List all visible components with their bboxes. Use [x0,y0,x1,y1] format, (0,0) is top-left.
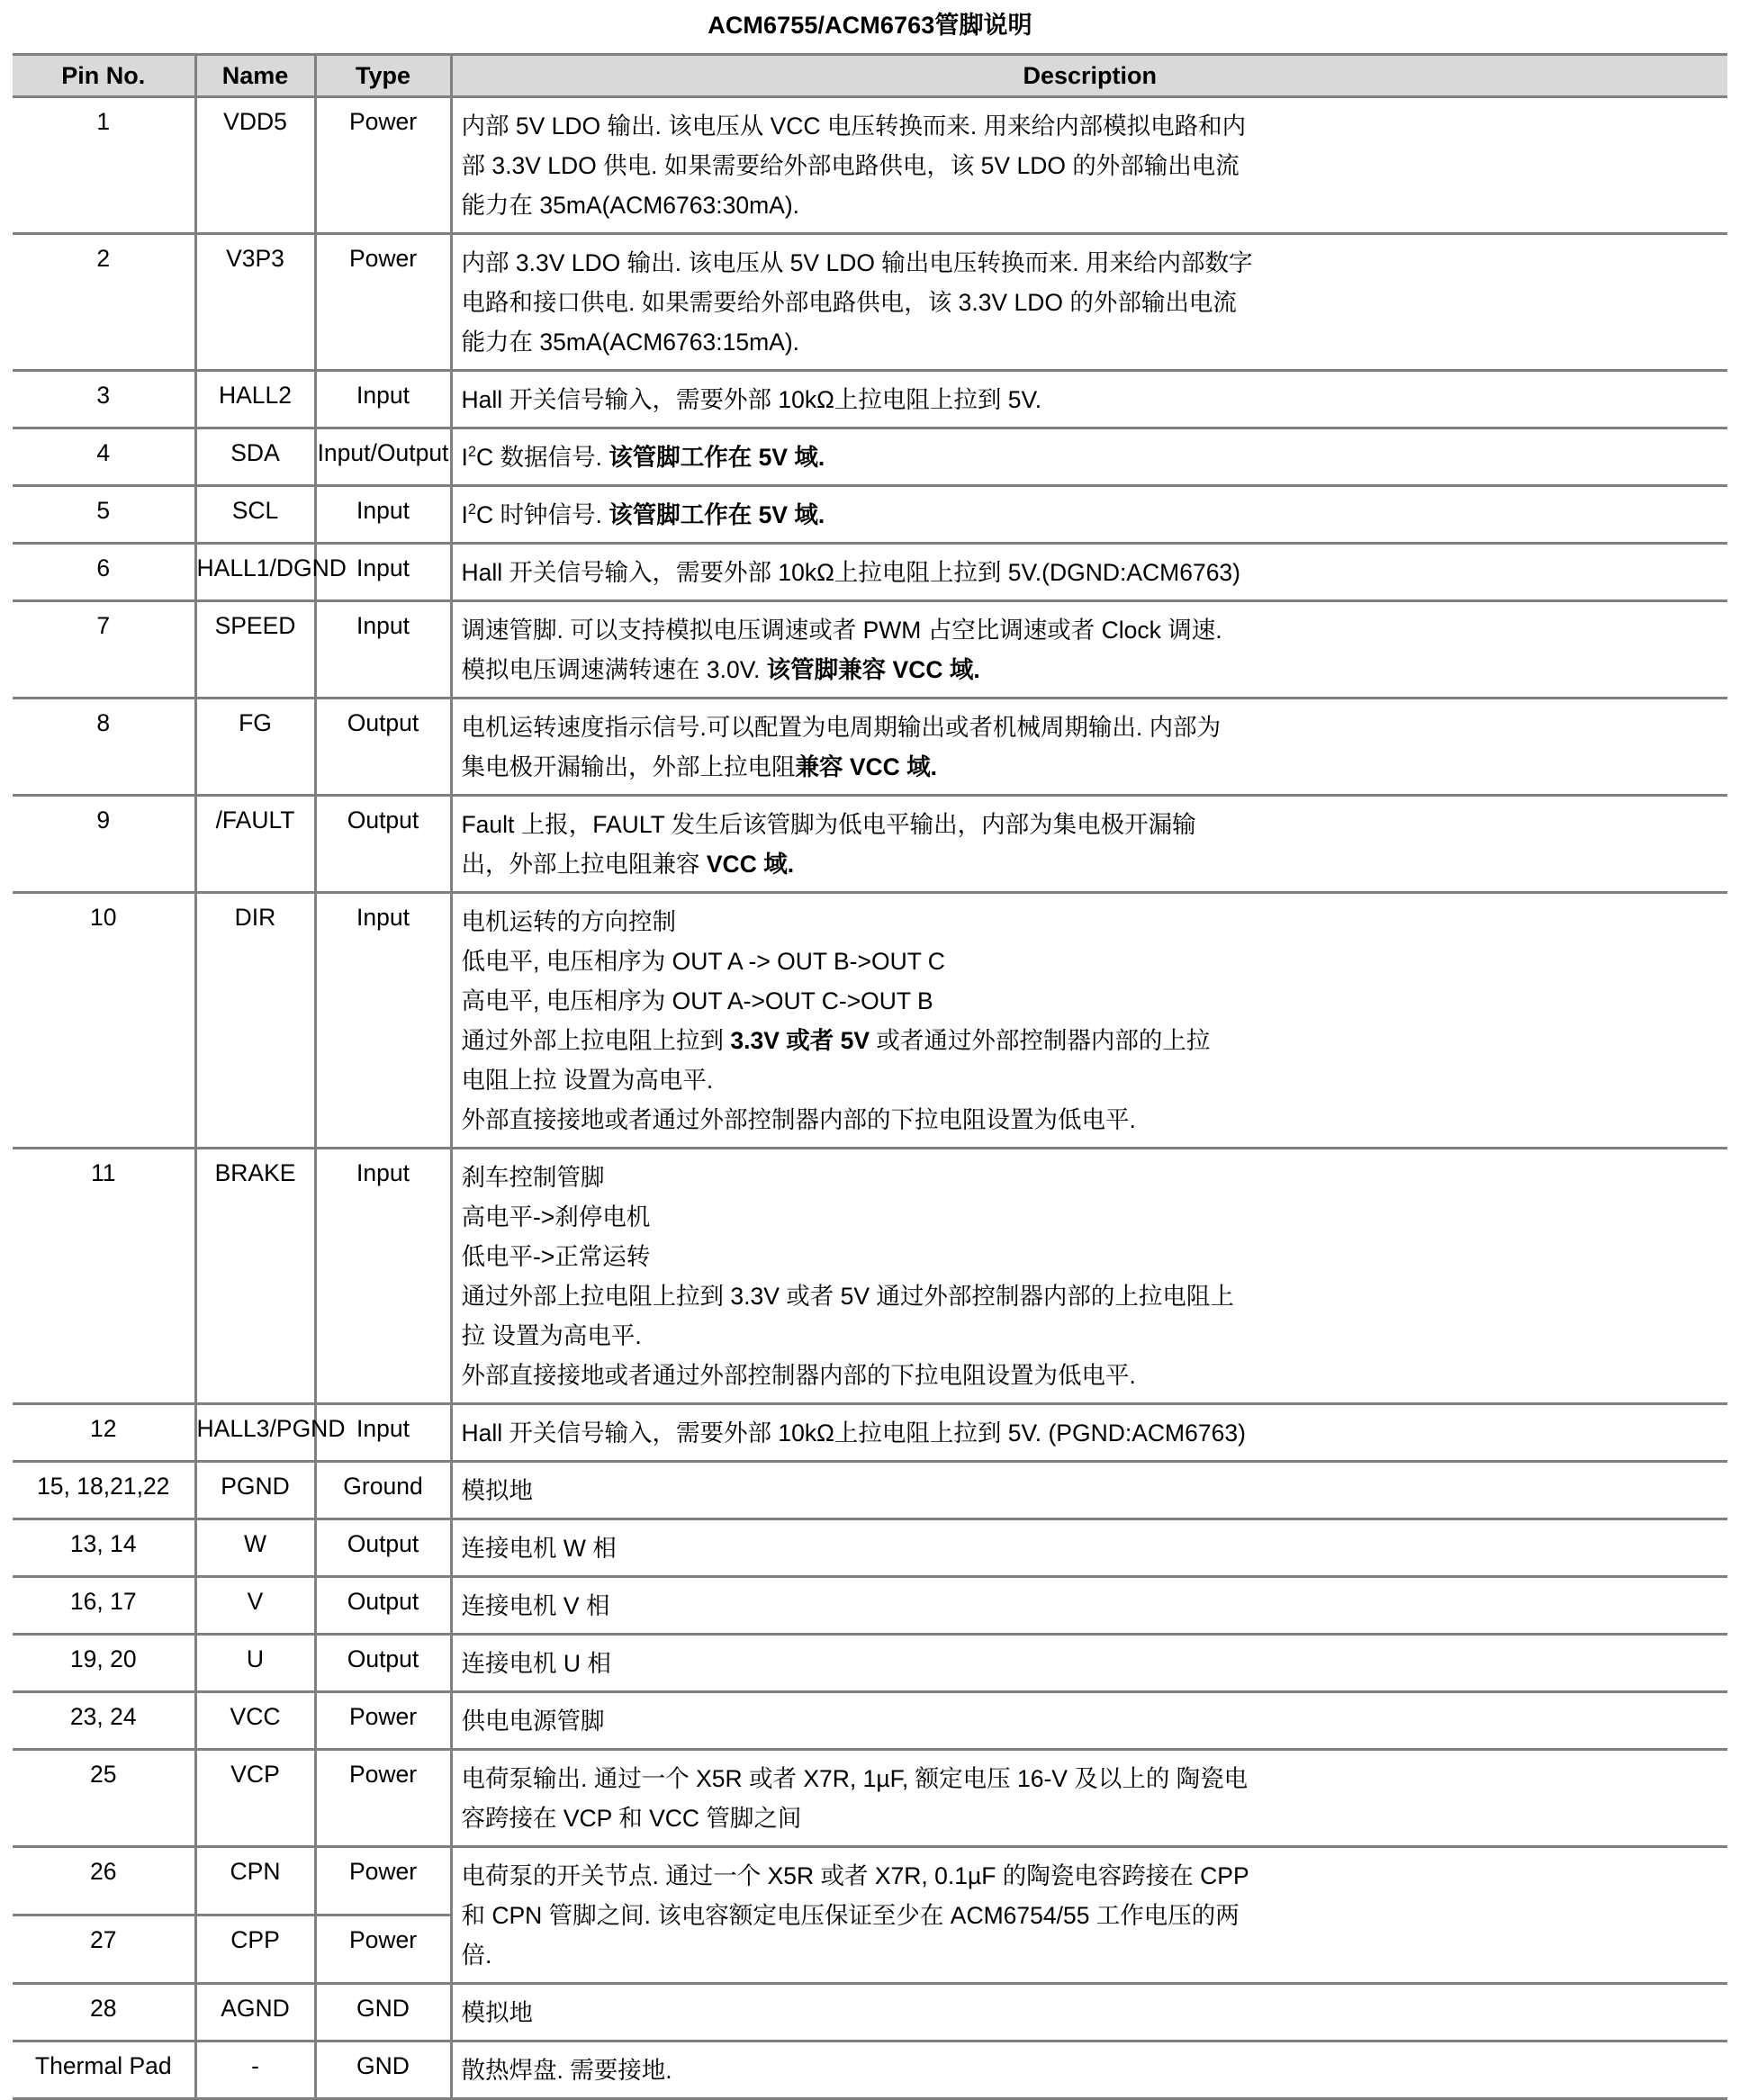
cell-type-text: Input [356,554,410,581]
cell-type [315,2041,451,2099]
cell-type [315,1984,451,2041]
cell-name-text: V3P3 [226,245,284,272]
plain-text: 电荷泵输出. 通过一个 X5R 或者 X7R, 1µF, 额定电压 16-V 及以上的 陶瓷电 [461,1765,1249,1792]
table-row [13,601,1727,698]
emphasis-text: 该管脚工作在 5V 域. [609,501,825,528]
cell-pin-no-text: 5 [96,497,111,524]
cell-type-text: Power [348,108,418,135]
cell-type-text: GND [356,1995,410,2022]
description-text [453,1751,1728,1845]
plain-text: 部 3.3V LDO 供电. 如果需要给外部电路供电，该 5V LDO 的外部输出电流 [461,152,1240,179]
description-line [462,1237,1723,1276]
description-text [453,797,1728,891]
cell-pin-no [13,97,195,234]
cell-pin-no [13,796,195,893]
cell-name [195,97,315,234]
cell-name-text: HALL1/DGND [196,554,347,581]
cell-pin-no [13,234,195,371]
plain-text: 模拟地 [461,1477,533,1504]
plain-text: 和 CPN 管脚之间. 该电容额定电压保证至少在 ACM6754/55 工作电压的两 [461,1902,1240,1929]
description-line [462,1021,1723,1060]
cell-type [315,1635,451,1692]
cell-pin-no [13,1635,195,1692]
cell-type-text: Input [356,1415,410,1442]
description-text [453,235,1728,369]
cell-description [451,234,1727,371]
table-row [13,544,1727,601]
plain-text: 出，外部上拉电阻兼容 [461,851,707,878]
cell-name [195,1149,315,1404]
cell-pin-no [13,1915,195,1984]
cell-pin-no-text: 11 [90,1159,116,1186]
cell-description [451,1984,1727,2041]
cell-description [451,698,1727,796]
plain-text: 集电极开漏输出，外部上拉电阻 [461,753,796,780]
table-header-row [13,55,1727,97]
description-line [462,650,1723,689]
plain-text: 连接电机 V 相 [461,1592,610,1619]
description-text [453,2042,1728,2097]
description-line [462,2050,1723,2090]
cell-type-text: Power [348,1761,418,1788]
cell-type [315,1692,451,1750]
description-line [462,380,1723,419]
cell-name-text: BRAKE [214,1159,296,1186]
plain-text: 电荷泵的开关节点. 通过一个 X5R 或者 X7R, 0.1µF 的陶瓷电容跨接在 CPP [461,1862,1249,1889]
cell-description [451,796,1727,893]
description-text [453,602,1728,697]
cell-name-text: HALL3/PGND [196,1415,346,1442]
plain-text: 拉 设置为高电平. [461,1322,642,1349]
cell-pin-no-text: 8 [96,709,111,736]
cell-type [315,796,451,893]
plain-text: 模拟地 [461,1999,533,2026]
cell-name-text: FG [239,709,272,736]
plain-text: 连接电机 U 相 [461,1650,611,1677]
description-line [462,1060,1723,1100]
cell-name-text: - [251,2052,259,2079]
cell-type [315,1847,451,1915]
cell-pin-no-text: 19, 20 [69,1645,137,1672]
cell-name [195,486,315,544]
cell-name-text: AGND [221,1995,290,2022]
table-row [13,428,1727,486]
description-line [462,1100,1723,1140]
table-row [13,2041,1727,2099]
plain-text: 模拟电压调速满转速在 3.0V. [461,656,767,683]
cell-pin-no [13,1404,195,1462]
description-text [453,1520,1728,1575]
cell-type [315,1915,451,1984]
description-line [462,747,1723,787]
cell-type-text: Power [348,245,418,272]
cell-type-text: GND [356,2052,410,2079]
cell-name [195,371,315,428]
cell-name-text: U [246,1645,265,1672]
table-row [13,1149,1727,1404]
cell-type [315,428,451,486]
description-line [462,902,1723,942]
description-line [462,1356,1723,1395]
plain-text: C 数据信号. [476,444,609,471]
plain-text: 通过外部上拉电阻上拉到 [461,1027,731,1054]
cell-type-text: Output [347,1588,419,1615]
description-line [462,1158,1723,1197]
cell-description [451,2041,1727,2099]
cell-name-text: DIR [234,904,276,931]
description-line [462,844,1723,884]
table-row [13,1404,1727,1462]
plain-text: Fault 上报，FAULT 发生后该管脚为低电平输出，内部为集电极开漏输 [461,811,1196,838]
description-line [462,1798,1723,1838]
cell-pin-no [13,371,195,428]
table-row [13,1847,1727,1915]
cell-name [195,601,315,698]
cell-name [195,1750,315,1847]
table-row [13,1462,1727,1519]
table-row [13,796,1727,893]
cell-pin-no [13,1577,195,1635]
description-line [462,805,1723,844]
cell-description [451,1149,1727,1404]
table-header [13,55,1727,97]
plain-text: 2 [467,501,477,518]
cell-type-text: Output [347,1530,419,1557]
plain-text: 能力在 35mA(ACM6763:30mA). [461,192,800,219]
plain-text: Hall 开关信号输入，需要外部 10kΩ上拉电阻上拉到 5V. (PGND:ACM6763) [461,1420,1246,1447]
cell-name [195,1915,315,1984]
description-line [462,708,1723,747]
cell-pin-no [13,1149,195,1404]
plain-text: 2 [467,444,477,461]
description-text [453,372,1728,427]
description-line [462,553,1723,592]
cell-type-text: Input [356,612,410,639]
description-line [462,1471,1723,1510]
description-text [453,1405,1728,1460]
cell-pin-no [13,486,195,544]
column-header-description: Description [451,55,1727,97]
cell-pin-no-text: 27 [90,1926,117,1953]
cell-pin-no [13,1984,195,2041]
cell-type-text: Power [348,1703,418,1730]
cell-pin-no [13,698,195,796]
cell-type-text: Output [347,807,419,834]
cell-type-text: Input [356,1159,410,1186]
cell-type-text: Output [347,1645,419,1672]
cell-description [451,1692,1727,1750]
cell-type [315,1750,451,1847]
cell-name [195,428,315,486]
cell-pin-no-text: Thermal Pad [34,2052,172,2079]
cell-name-text: SCL [231,497,279,524]
cell-pin-no [13,2041,195,2099]
plain-text: 能力在 35mA(ACM6763:15mA). [461,329,800,356]
cell-pin-no [13,1750,195,1847]
emphasis-text: VCC 域. [706,851,795,878]
cell-pin-no-text: 16, 17 [69,1588,137,1615]
cell-pin-no-text: 4 [96,439,111,466]
cell-pin-no [13,428,195,486]
description-line [462,1935,1723,1975]
cell-type-text: Ground [343,1473,423,1500]
plain-text: 低电平, 电压相序为 OUT A -> OUT B->OUT C [461,948,945,975]
cell-name [195,1462,315,1519]
cell-name-text: VCP [230,1761,280,1788]
cell-pin-no [13,1462,195,1519]
cell-pin-no [13,893,195,1149]
cell-pin-no-text: 2 [96,245,111,272]
plain-text: 倍. [461,1942,492,1969]
cell-type-text: Output [347,709,419,736]
cell-description [451,1750,1727,1847]
description-text [453,1848,1728,1982]
table-row [13,486,1727,544]
description-line [462,1896,1723,1935]
plain-text: I [461,501,468,528]
cell-type [315,486,451,544]
cell-pin-no-text: 13, 14 [69,1530,137,1557]
description-line [462,1586,1723,1626]
description-text [453,98,1728,232]
description-line [462,185,1723,225]
description-line [462,1276,1723,1316]
plain-text: 刹车控制管脚 [461,1164,605,1191]
cell-pin-no-text: 10 [90,904,117,931]
plain-text: 散热焊盘. 需要接地. [461,2057,672,2084]
pin-description-table [13,53,1727,2100]
plain-text: 供电电源管脚 [461,1708,605,1735]
cell-pin-no-text: 12 [90,1415,117,1442]
cell-description [451,601,1727,698]
cell-description [451,1404,1727,1462]
plain-text: I [461,444,468,471]
description-line [462,1856,1723,1896]
emphasis-text: 兼容 VCC 域. [795,753,938,780]
plain-text: 外部直接接地或者通过外部控制器内部的下拉电阻设置为低电平. [461,1106,1136,1133]
description-line [462,495,1723,535]
cell-description [451,486,1727,544]
cell-pin-no [13,601,195,698]
description-line [462,146,1723,185]
emphasis-text: 该管脚工作在 5V 域. [609,444,825,471]
cell-type-text: Input/Output [317,439,449,466]
cell-name [195,2041,315,2099]
description-line [462,981,1723,1021]
cell-description [451,1519,1727,1577]
emphasis-text: 3.3V 或者 5V [730,1027,870,1054]
cell-name-text: W [243,1530,266,1557]
cell-description [451,1635,1727,1692]
cell-name-text: CPP [230,1926,280,1953]
cell-description [451,371,1727,428]
column-header-type: Type [315,55,451,97]
plain-text: 通过外部上拉电阻上拉到 3.3V 或者 5V 通过外部控制器内部的上拉电阻上 [461,1283,1234,1310]
table-body [13,97,1727,2099]
cell-name [195,796,315,893]
description-line [462,437,1723,477]
plain-text: 内部 3.3V LDO 输出. 该电压从 5V LDO 输出电压转换而来. 用来给内部数字 [461,249,1253,276]
description-text [453,1578,1728,1633]
cell-pin-no-text: 23, 24 [69,1703,137,1730]
cell-description [451,1577,1727,1635]
table-row [13,698,1727,796]
cell-pin-no-text: 26 [90,1858,117,1885]
description-line [462,1759,1723,1798]
cell-pin-no-text: 25 [90,1761,117,1788]
cell-pin-no-text: 1 [96,108,111,135]
description-line [462,610,1723,650]
plain-text: 容跨接在 VCP 和 VCC 管脚之间 [461,1805,802,1832]
cell-name [195,1577,315,1635]
cell-name-text: V [247,1588,264,1615]
plain-text: 高电平, 电压相序为 OUT A->OUT C->OUT B [461,987,933,1014]
cell-pin-no-text: 3 [96,382,111,409]
cell-description [451,1462,1727,1519]
description-text [453,1693,1728,1748]
description-line [462,942,1723,981]
plain-text: 低电平->正常运转 [461,1243,651,1270]
cell-name-text: PGND [221,1473,290,1500]
cell-type [315,97,451,234]
cell-name-text: SDA [230,439,280,466]
cell-name [195,544,347,601]
cell-description [451,428,1727,486]
plain-text: Hall 开关信号输入，需要外部 10kΩ上拉电阻上拉到 5V. [461,386,1042,413]
cell-pin-no [13,544,195,601]
cell-type-text: Input [356,904,410,931]
cell-name [195,1404,346,1462]
cell-pin-no-text: 15, 18,21,22 [37,1473,170,1500]
cell-type-text: Input [356,382,410,409]
description-text [453,487,1728,542]
cell-type [315,1149,451,1404]
column-header-pin-no: Pin No. [13,55,195,97]
description-text [453,429,1728,484]
table-row [13,1519,1727,1577]
description-line [462,106,1723,146]
table-row [13,893,1727,1149]
table-row [13,97,1727,234]
table-row [13,1984,1727,2041]
cell-pin-no-text: 28 [90,1995,117,2022]
plain-text: Hall 开关信号输入，需要外部 10kΩ上拉电阻上拉到 5V.(DGND:ACM6763) [461,559,1240,586]
plain-text: 外部直接接地或者通过外部控制器内部的下拉电阻设置为低电平. [461,1362,1136,1389]
cell-pin-no-text: 6 [96,554,111,581]
cell-pin-no-text: 7 [96,612,111,639]
cell-name [195,234,315,371]
cell-type [315,893,451,1149]
cell-name [195,1692,315,1750]
description-text [453,1463,1728,1518]
cell-name-text: VDD5 [223,108,287,135]
cell-name-text: /FAULT [215,807,295,834]
cell-name-text: SPEED [214,612,296,639]
table-row [13,234,1727,371]
plain-text: 电机运转的方向控制 [461,908,676,935]
cell-type [315,371,451,428]
cell-name [195,893,315,1149]
cell-name [195,1984,315,2041]
table-row [13,1577,1727,1635]
cell-type [315,1519,451,1577]
description-line [462,1413,1723,1453]
description-text [453,1636,1728,1690]
cell-name-text: VCC [230,1703,281,1730]
table-row [13,371,1727,428]
description-line [462,243,1723,283]
cell-type [315,698,451,796]
cell-type-text: Input [356,497,410,524]
description-text [453,699,1728,794]
description-text [453,1985,1728,2040]
cell-type-text: Power [348,1858,418,1885]
cell-description [451,893,1727,1149]
cell-pin-no [13,1692,195,1750]
table-row [13,1692,1727,1750]
plain-text: 高电平->刹停电机 [461,1203,651,1230]
cell-name [195,1519,315,1577]
plain-text: 电机运转速度指示信号.可以配置为电周期输出或者机械周期输出. 内部为 [461,714,1222,741]
plain-text: C 时钟信号. [476,501,609,528]
plain-text: 内部 5V LDO 输出. 该电压从 VCC 电压转换而来. 用来给内部模拟电路和内 [461,113,1247,140]
description-line [462,1197,1723,1237]
cell-pin-no [13,1519,195,1577]
description-text [453,1149,1728,1402]
cell-description [451,544,1727,601]
cell-pin-no-text: 9 [96,807,111,834]
description-text [453,545,1728,599]
cell-type [315,601,451,698]
plain-text: 调速管脚. 可以支持模拟电压调速或者 PWM 占空比调速或者 Clock 调速. [461,617,1222,644]
description-line [462,1316,1723,1356]
description-line [462,283,1723,322]
cell-type [315,1462,451,1519]
plain-text: 连接电机 W 相 [461,1535,617,1562]
cell-name-text: CPN [230,1858,281,1885]
cell-description [451,1847,1727,1984]
table-row [13,1635,1727,1692]
emphasis-text: 该管脚兼容 VCC 域. [766,656,980,683]
cell-name [195,698,315,796]
plain-text: 电阻上拉 设置为高电平. [461,1067,714,1094]
description-text [453,894,1728,1147]
description-line [462,1701,1723,1741]
description-line [462,1644,1723,1683]
description-line [462,1993,1723,2032]
page-title: ACM6755/ACM6763管脚说明 [708,12,1032,39]
cell-pin-no [13,1847,195,1915]
plain-text: 电路和接口供电. 如果需要给外部电路供电，该 3.3V LDO 的外部输出电流 [461,289,1237,316]
cell-type [315,234,451,371]
table-row [13,1750,1727,1847]
cell-name [195,1635,315,1692]
cell-description [451,97,1727,234]
cell-name-text: HALL2 [218,382,293,409]
column-header-name: Name [195,55,315,97]
description-line [462,322,1723,362]
cell-type-text: Power [348,1926,418,1953]
cell-name [195,1847,315,1915]
description-line [462,1528,1723,1568]
cell-type [315,1577,451,1635]
plain-text: 或者通过外部控制器内部的上拉 [870,1027,1211,1054]
